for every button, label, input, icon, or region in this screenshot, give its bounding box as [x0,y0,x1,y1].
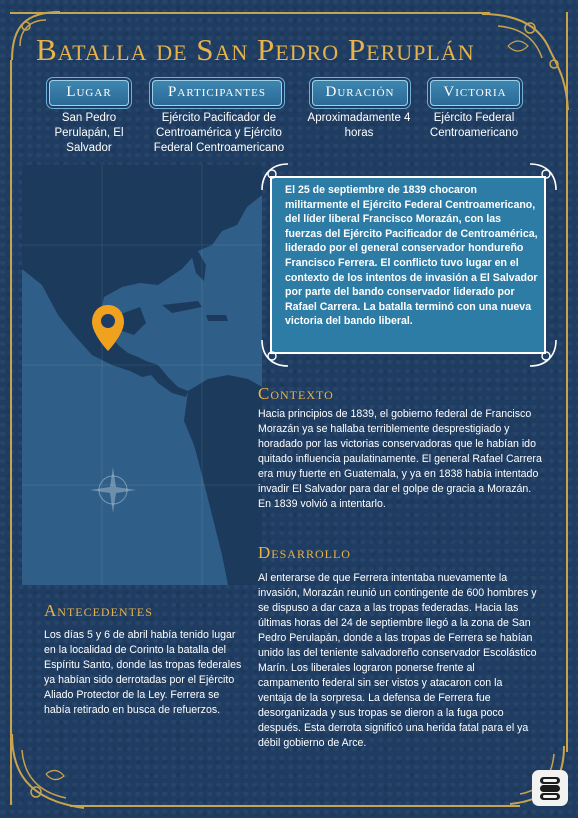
contexto-title: Contexto [258,384,334,403]
contexto-text: Hacia principios de 1839, el gobierno federal de Francisco Morazán ya se hallaba terriblemente desprestigiado y horadado por las victorias conservadoras que le habían ido quitado influencia paulatinamente. El general Rafael Carrera era muy fuerte en Guatemala, y ya en 1838 había intentado invadir El Salvador para dar el golpe de gracia a Morazán. En 1839 volvió a intentarlo. [258,408,542,510]
frame-bottom-line [70,805,520,807]
summary-text: El 25 de septiembre de 1839 chocaron militarmente el Ejército Federal Centroamericano, del líder liberal Francisco Morazán, con las fuerzas del Ejército Pacificador de Centroamérica, liderado por el general conservador hondureño Francisco Ferrera. El conflicto tuvo lugar en el contexto de los intentos de invasión a El Salvador por parte del bando conservador liderado por Rafael Carrera. La batalla terminó con una nueva victoria del bando liberal. [285,184,538,328]
info-victoria: Ejército Federal Centroamericano [429,112,519,139]
desarrollo-title: Desarrollo [258,543,351,562]
frame-right-line [566,12,568,752]
antecedentes-text: Los días 5 y 6 de abril había tenido lugar en la localidad de Corinto la batalla del Espíritu Santo, donde las tropas federales ya habían sido derrotadas por el Ejército Aliado Protector de la Ley. Ferrera se había retirado en busca de refuerzos. [44,629,242,716]
page-title: Batalla de San Pedro Peruplán [36,32,475,67]
compass-rose-icon [88,465,138,515]
summary-ornament-bottom-left [258,336,292,370]
badge-duracion: Duración [312,80,408,106]
info-participantes: Ejército Pacificador de Centroamérica y Ejército Federal Centroamericano [153,112,285,154]
brand-logo-icon [532,770,568,806]
info-duracion: Aproximadamente 4 horas [307,112,411,139]
summary-ornament-top-left [258,160,292,194]
frame-left-line [10,60,12,805]
location-pin-icon [90,303,126,353]
frame-top-line [10,12,490,14]
antecedentes-title: Antecedentes [44,601,153,620]
corner-ornament-bottom-left [6,730,90,814]
badge-victoria: Victoria [430,80,520,106]
badge-participantes: Participantes [152,80,282,106]
desarrollo-text: Al enterarse de que Ferrera intentaba nuevamente la invasión, Morazán reunió un contingente de 600 hombres y se dispuso a dar caza a las tropas federadas. Hacia las últimas horas del 24 de septiembre llegó a la zona de San Pedro Perulapán, donde a las tropas de Ferrera se habían unido las del teniente salvadoreño conservador Escolástico Marín. Los liberales lograron ponerse frente al campamento federal sin ser vistos y atacaron con la ventaja de la sorpresa. La defensa de Ferrera fue desorganizada y sus tropas se dieron a la fuga poco después. Esta derrota significó una herida fatal para el ya débil gobierno de Arce. [258,572,537,749]
summary-box [270,176,546,354]
info-lugar: San Pedro Perulapán, El Salvador [54,112,124,154]
badge-lugar: Lugar [49,80,129,106]
summary-ornament-bottom-right [526,336,560,370]
map-image [22,165,262,585]
summary-ornament-top-right [526,160,560,194]
